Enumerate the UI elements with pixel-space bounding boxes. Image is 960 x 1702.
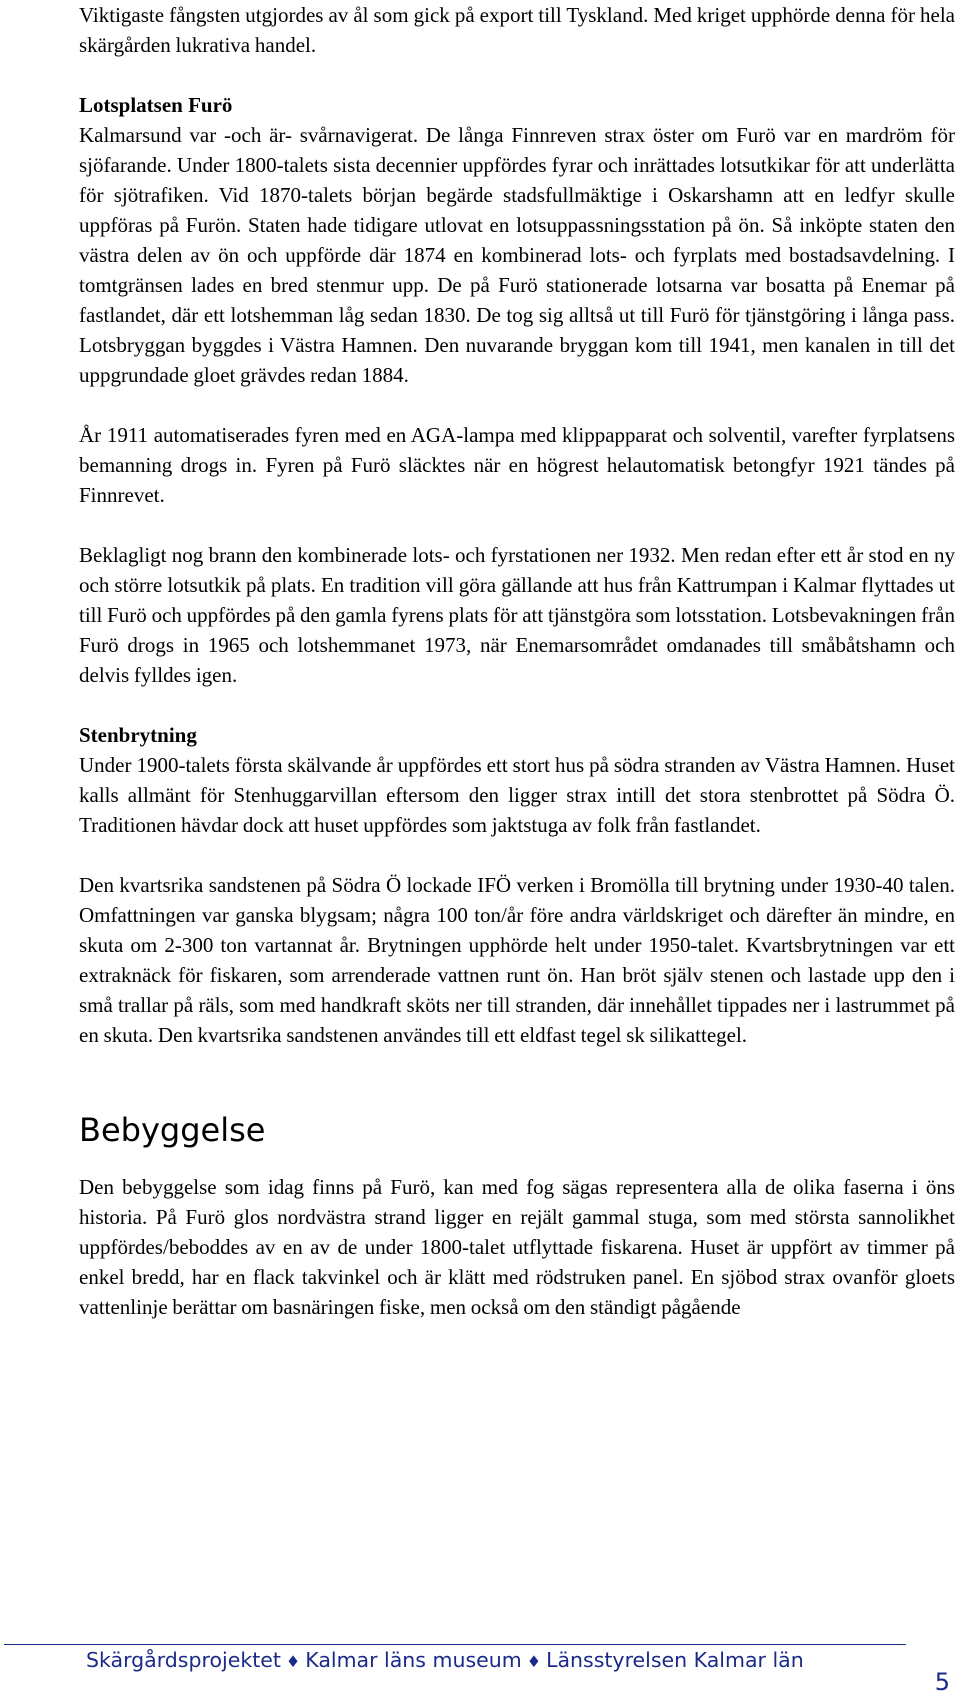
paragraph-eel-export: Viktigaste fångsten utgjordes av ål som gick på export till Tyskland. Med kriget upphörde denna för hela skärgården lukrativa handel.	[79, 3, 955, 57]
paragraph-fire: Beklagligt nog brann den kombinerade lots- och fyrstationen ner 1932. Men redan efter ett år stod en ny och större lotsutkik på plats. En tradition vill göra gällande att hus från Kattrumpan i Kalmar flyttades ut till Furö och uppfördes på den gamla fyrens plats för att tjänstgöra som lotsstation. Lotsbevakningen från Furö drogs in 1965 och lotshemmanet 1973, när Enemarsområdet omdanades till småbåtshamn och delvis fylldes igen.	[79, 543, 955, 687]
footer-museum: Kalmar läns museum	[305, 1648, 522, 1672]
paragraph-quartz-mining: Den kvartsrika sandstenen på Södra Ö lockade IFÖ verken i Bromölla till brytning under 1930-40 talen. Omfattningen var ganska blygsam; några 100 ton/år före andra världskriget och därefter än mindre, en skuta om 2-300 ton vartannat år. Brytningen upphörde helt under 1950-talet. Kvartsbrytningen var ett extraknäck för fiskaren, som arrenderade vattnen runt ön. Han bröt själv stenen och lastade upp den i små trallar på räls, som med handkraft sköts ner till stranden, där innehållet tippades ner i lastrummet på en skuta. Den kvartsrika sandstenen användes till ett eldfast tegel sk silikattegel.	[79, 873, 955, 1047]
document-body	[79, 0, 955, 1322]
heading-stenbrytning: Stenbrytning	[79, 723, 197, 747]
footer	[86, 1648, 804, 1672]
section-title-bebyggelse: Bebyggelse	[79, 1111, 266, 1149]
paragraph-bebyggelse: Den bebyggelse som idag finns på Furö, kan med fog sägas representera alla de olika faserna i öns historia. På Furö glos nordvästra strand ligger en rejält gammal stuga, som med största sannolikhet uppfördes/beboddes av en av de under 1800-talet utflyttade fiskarena. Huset är uppfört av timmer på enkel bredd, har en flack takvinkel och är klätt med rödstruken panel. En sjöbod strax ovanför gloets vattenlinje berättar om basnäringen fiske, men också om den ständigt pågående	[79, 1175, 955, 1319]
paragraph-lotsplatsen: Kalmarsund var -och är- svårnavigerat. De långa Finnreven strax öster om Furö var en mardröm för sjöfarande. Under 1800-talets sista decennier uppfördes fyrar och inrättades lotsutkikar för att underlätta för sjötrafiken. Vid 1870-talets början begärde stadsfullmäktige i Oskarshamn att en ledfyr skulle uppföras på Furön. Staten hade tidigare utlovat en lotsuppassningsstation på ön. Så inköpte staten den västra delen av ön och uppförde där 1874 en kombinerad lots- och fyrplats med bostadsavdelning. I tomtgränsen lades en bred stenmur upp. De på Furö stationerade lotsarna var bosatta på Enemar på fastlandet, där ett lotshemman låg sedan 1830. De tog sig alltså ut till Furö för tjänstgöring i långa pass. Lotsbryggan byggdes i Västra Hamnen. Den nuvarande bryggan kom till 1941, men kanalen in till det uppgrundade gloet grävdes redan 1884.	[79, 123, 955, 387]
footer-divider	[4, 1644, 906, 1645]
footer-county-board: Länsstyrelsen Kalmar län	[546, 1648, 804, 1672]
diamond-separator-icon: ♦	[526, 1652, 542, 1671]
paragraph-automation: År 1911 automatiserades fyren med en AGA-lampa med klippapparat och solventil, varefter fyrplatsens bemanning drogs in. Fyren på Furö släcktes när en högrest helautomatisk betongfyr 1921 tändes på Finnrevet.	[79, 423, 955, 507]
diamond-separator-icon: ♦	[285, 1652, 301, 1671]
footer-project: Skärgårdsprojektet	[86, 1648, 281, 1672]
page-number: 5	[934, 1668, 950, 1696]
paragraph-stenhuggarvillan: Under 1900-talets första skälvande år uppfördes ett stort hus på södra stranden av Västra Hamnen. Huset kalls allmänt för Stenhuggarvillan eftersom den ligger strax intill det stora stenbrottet på Södra Ö. Traditionen hävdar dock att huset uppfördes som jaktstuga av folk från fastlandet.	[79, 753, 955, 837]
heading-lotsplatsen-furo: Lotsplatsen Furö	[79, 93, 233, 117]
